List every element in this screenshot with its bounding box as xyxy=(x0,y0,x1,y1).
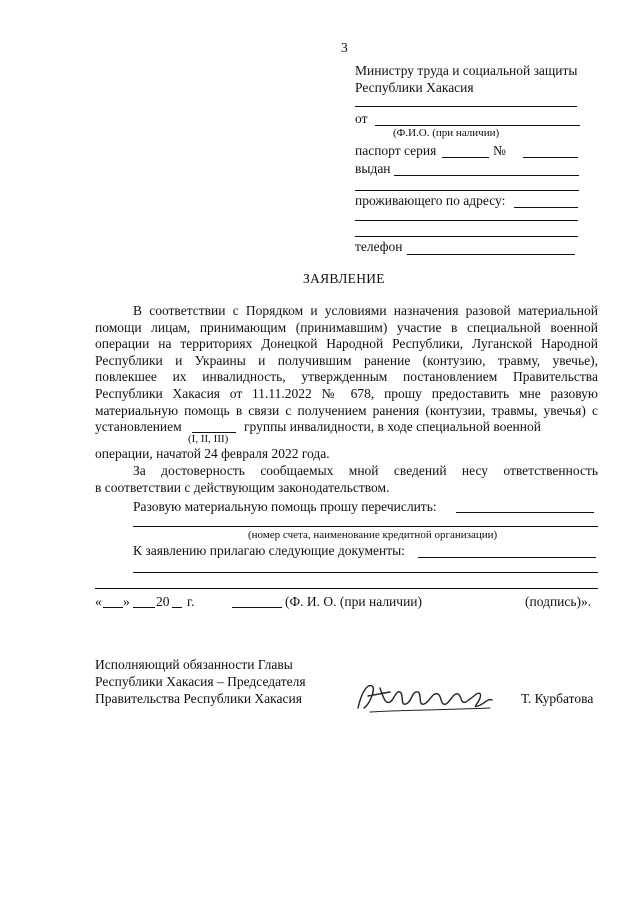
main-paragraph xyxy=(95,303,598,419)
established-suffix: группы инвалидности, в ходе специальной военной xyxy=(244,419,541,434)
addressee-line-2: Республики Хакасия xyxy=(355,80,474,95)
year-suffix: г. xyxy=(187,594,195,609)
fio-caption: (Ф.И.О. (при наличии) xyxy=(393,127,500,139)
phone-field-line xyxy=(407,254,575,255)
blank-line xyxy=(355,190,579,191)
paragraph-line: Республики и Украины и получившим ранение (контузию, травму, увечье), xyxy=(95,352,598,368)
date-close-quote: » xyxy=(123,594,130,609)
from-label: от xyxy=(355,111,368,126)
paragraph-line: помощи лицам, принимающим (принимавшим) участие в специальной военной xyxy=(95,319,598,335)
account-caption: (номер счета, наименование кредитной организации) xyxy=(248,529,498,541)
date-open-quote: « xyxy=(95,594,102,609)
year-prefix: 20 xyxy=(156,594,170,609)
handwritten-signature xyxy=(350,670,500,720)
blank-line xyxy=(355,236,578,237)
paragraph-line: В соответствии с Порядком и условиями назначения разовой материальной xyxy=(133,303,598,318)
month-field-line xyxy=(133,607,155,608)
issued-label: выдан xyxy=(355,161,391,176)
phone-label: телефон xyxy=(355,239,403,254)
signatory-title-line-3: Правительства Республики Хакасия xyxy=(95,691,302,706)
signatory-title-line-2: Республики Хакасия – Председателя xyxy=(95,674,306,689)
page-number: 3 xyxy=(341,40,348,55)
signature-label: (подпись)». xyxy=(525,594,592,609)
attach-label: К заявлению прилагаю следующие документы: xyxy=(133,543,405,558)
operation-line: операции, начатой 24 февраля 2022 года. xyxy=(95,446,330,461)
attach-field-line xyxy=(95,588,598,589)
group-caption: (I, II, III) xyxy=(188,433,229,445)
fio-label: (Ф. И. О. (при наличии) xyxy=(285,594,423,609)
paragraph-line: в соответствии с действующим законодательством. xyxy=(95,479,390,495)
day-field-line xyxy=(103,607,123,608)
blank-line xyxy=(355,106,577,107)
fio-field-line xyxy=(232,607,282,608)
from-field-line xyxy=(375,125,580,126)
paragraph-line: материальную помощь в связи с получением ранения (контузии, травмы, увечья) с xyxy=(95,402,598,418)
addressee-line-1: Министру труда и социальной защиты xyxy=(355,63,578,78)
account-field-line xyxy=(133,526,598,527)
responsibility-paragraph xyxy=(95,463,598,496)
attach-field-line xyxy=(133,572,598,573)
blank-line xyxy=(355,220,578,221)
transfer-label: Разовую материальную помощь прошу перечислить: xyxy=(133,499,437,514)
paragraph-line: За достоверность сообщаемых мной сведений несу ответственность xyxy=(133,463,598,478)
passport-number-label: № xyxy=(493,143,506,158)
passport-series-label: паспорт серия xyxy=(355,143,437,158)
signatory-title-line-1: Исполняющий обязанности Главы xyxy=(95,657,293,672)
issued-field-line xyxy=(394,175,579,176)
address-field-line xyxy=(514,207,578,208)
document-title: ЗАЯВЛЕНИЕ xyxy=(303,271,385,286)
passport-number-line xyxy=(523,157,578,158)
passport-series-line xyxy=(442,157,489,158)
year-field-line xyxy=(172,607,182,608)
attach-field-line xyxy=(418,557,596,558)
transfer-field-line xyxy=(456,512,594,513)
paragraph-line: повлекшее их инвалидность, утвержденным постановлением Правительства xyxy=(95,369,598,385)
paragraph-line: операции на территориях Донецкой Народной Республики, Луганской Народной xyxy=(95,336,598,352)
established-prefix: установлением xyxy=(95,419,182,434)
residing-label: проживающего по адресу: xyxy=(355,193,506,208)
paragraph-line: Республики Хакасия от 11.11.2022 № 678, прошу предоставить мне разовую xyxy=(95,385,598,401)
signatory-name: Т. Курбатова xyxy=(521,691,594,706)
